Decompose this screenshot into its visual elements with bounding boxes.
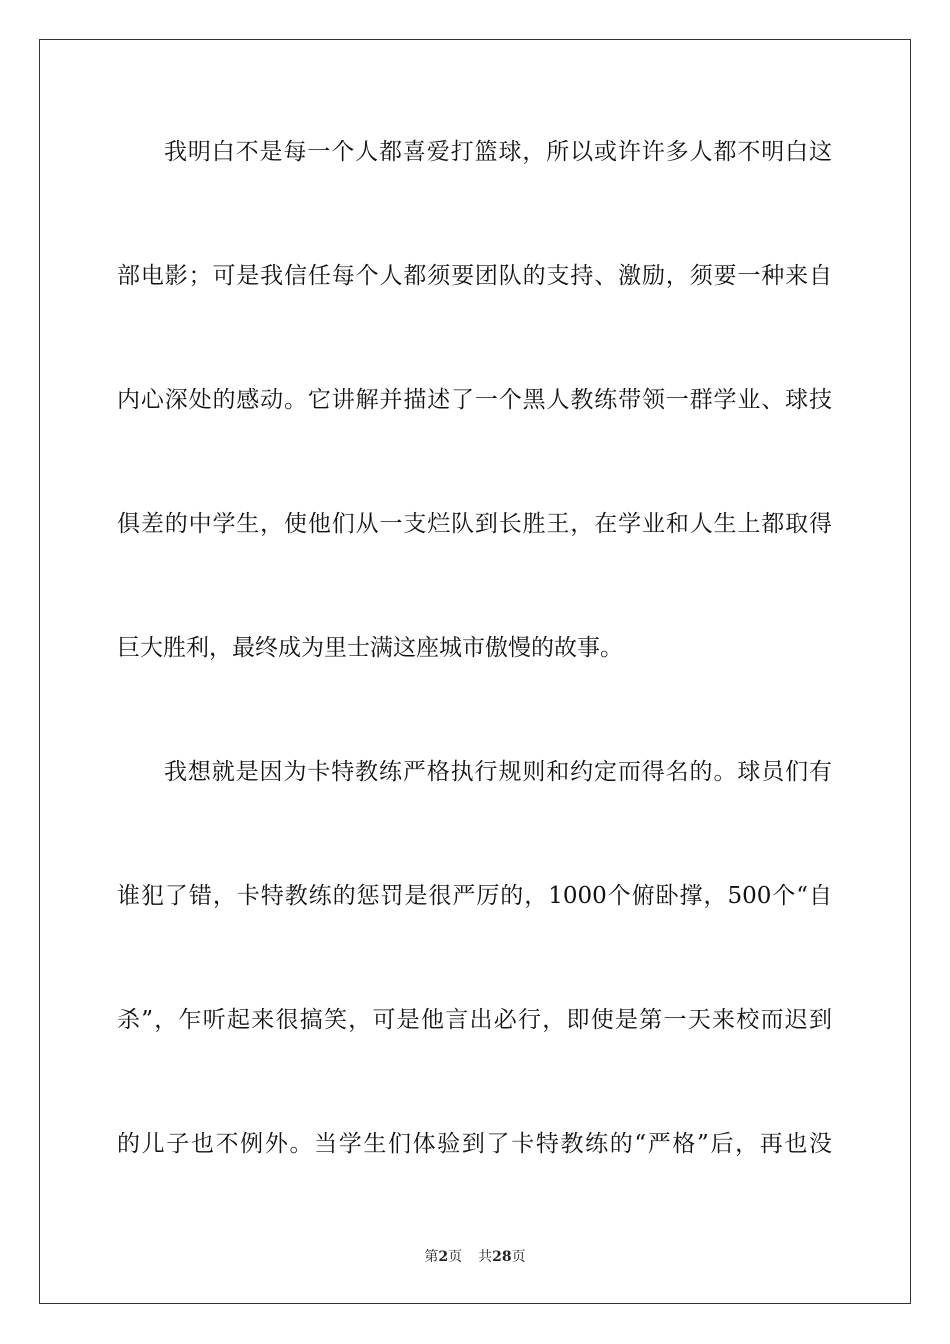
paragraph-1-line-5: 巨大胜利，最终成为里士满这座城市傲慢的故事。	[117, 635, 623, 661]
total-suffix: 页	[511, 1249, 526, 1265]
paragraph-1-line-3: 内心深处的感动。它讲解并描述了一个黑人教练带领一群学业、球技	[117, 387, 832, 413]
page-prefix: 第	[424, 1249, 439, 1265]
total-prefix: 共	[478, 1249, 493, 1265]
paragraph-2-line-1: 我想就是因为卡特教练严格执行规则和约定而得名的。球员们有	[164, 759, 832, 785]
paragraph-1-line-4: 俱差的中学生，使他们从一支烂队到长胜王，在学业和人生上都取得	[117, 511, 832, 537]
paragraph-1-line-2: 部电影；可是我信任每个人都须要团队的支持、激励，须要一种来自	[117, 263, 832, 289]
total-pages: 28	[492, 1249, 512, 1265]
paragraph-2-line-4: 的儿子也不例外。当学生们体验到了卡特教练的“严格”后，再也没	[117, 1131, 832, 1157]
paragraph-1-line-1: 我明白不是每一个人都喜爱打篮球，所以或许许多人都不明白这	[164, 139, 832, 165]
paragraph-2-line-3: 杀”，乍听起来很搞笑，可是他言出必行，即使是第一天来校而迟到	[117, 1007, 832, 1033]
page-number: 2	[438, 1249, 449, 1265]
page-border	[39, 39, 911, 1304]
page-suffix: 页	[448, 1249, 463, 1265]
page-footer	[0, 1248, 950, 1266]
paragraph-2-line-2: 谁犯了错，卡特教练的惩罚是很严厉的，1000个俯卧撑，500个“自	[117, 883, 832, 909]
